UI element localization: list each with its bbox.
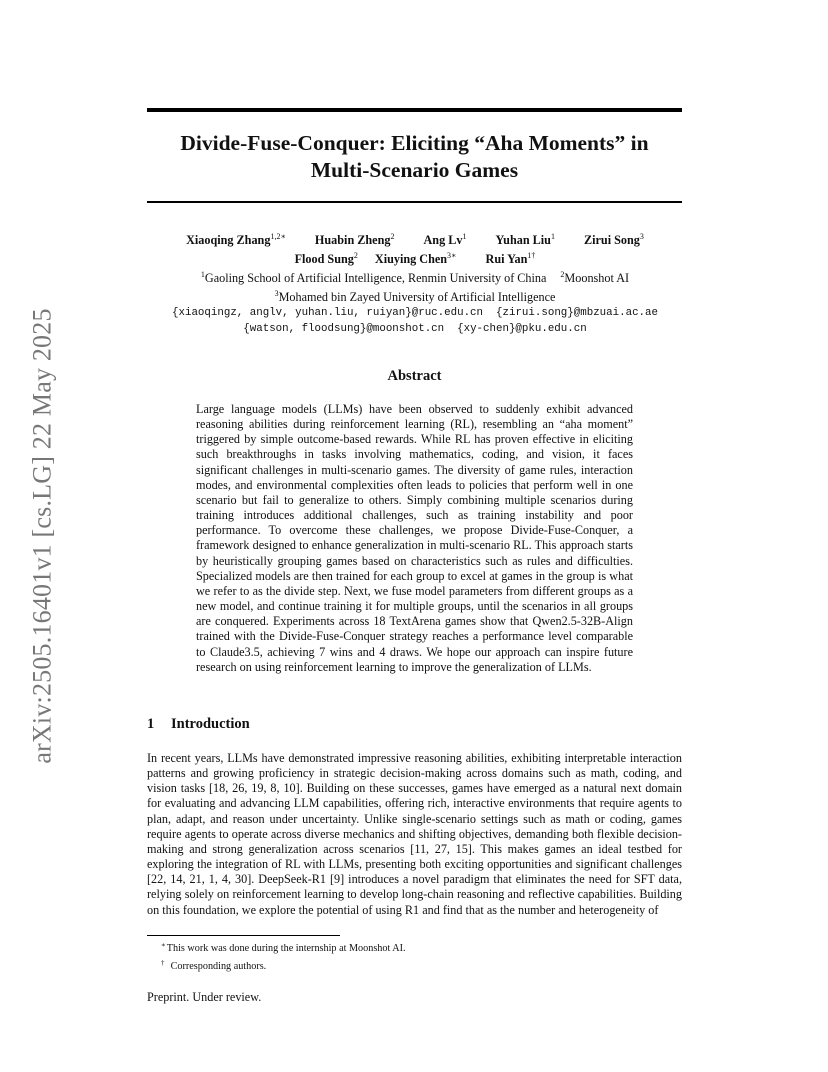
title-rule-top <box>147 108 682 112</box>
email: {xiaoqingz, anglv, yuhan.liu, ruiyan}@ruc.edu.cn <box>172 307 484 319</box>
footnote-text: Corresponding authors. <box>170 961 267 972</box>
author-marks: 1† <box>527 251 536 260</box>
author: Rui Yan <box>485 252 528 266</box>
author-block <box>120 229 710 337</box>
author: Flood Sung <box>294 252 354 266</box>
footnote-mark: ∗ <box>161 941 166 949</box>
arxiv-id: arXiv:2505.16401v1 [cs.LG] 22 May 2025 <box>28 308 58 764</box>
author-row-1 <box>120 229 710 248</box>
affiliation-mark: 3 <box>274 289 279 298</box>
email: {xy-chen}@pku.edu.cn <box>457 323 587 335</box>
preprint-footer: Preprint. Under review. <box>147 990 262 1004</box>
email: {watson, floodsung}@moonshot.cn <box>243 323 445 335</box>
author-marks: 2 <box>353 251 358 260</box>
paper-title <box>147 130 682 184</box>
email: {zirui.song}@mbzuai.ac.ae <box>496 307 658 319</box>
affiliation-row-1 <box>120 267 710 286</box>
title-line-2: Multi-Scenario Games <box>310 158 519 182</box>
author: Yuhan Liu <box>495 233 551 247</box>
affiliation-mark: 2 <box>560 270 565 279</box>
footnote-text: This work was done during the internship at Moonshot AI. <box>166 943 406 954</box>
footnote-mark: † <box>161 959 165 967</box>
author: Huabin Zheng <box>314 233 391 247</box>
author-marks: 1,2∗ <box>270 232 286 241</box>
affiliation: Mohamed bin Zayed University of Artificial Intelligence <box>278 290 556 304</box>
author-marks: 1 <box>462 232 467 241</box>
section-number: 1 <box>147 716 155 732</box>
arxiv-stamp <box>23 297 63 775</box>
section-heading <box>147 716 250 733</box>
title-rule-bottom <box>147 201 682 203</box>
author-marks: 1 <box>550 232 555 241</box>
author-row-2 <box>120 248 710 267</box>
affiliation: Gaoling School of Artificial Intelligence, Renmin University of China <box>204 271 547 285</box>
abstract-heading: Abstract <box>387 368 442 384</box>
section-title: Introduction <box>171 716 250 732</box>
email-row-2 <box>120 321 710 337</box>
affiliation: Moonshot AI <box>564 271 630 285</box>
author-marks: 3 <box>639 232 644 241</box>
title-line-1: Divide-Fuse-Conquer: Eliciting “Aha Moments” in <box>180 131 649 155</box>
affiliation-row-2 <box>120 286 710 305</box>
author: Xiaoqing Zhang <box>186 233 271 247</box>
footnote <box>147 956 682 974</box>
introduction-text: In recent years, LLMs have demonstrated impressive reasoning abilities, exhibiting interpretable interaction patterns and growing proficiency in strategic decision-making across domains such as math, coding, and vision tasks [18, 26, 19, 8, 10]. Building on these successes, games have emerged as a natural next domain for evaluating and advancing LLM capabilities, offering rich, interactive environments that require agents to plan, adapt, and reason under uncertainty. Unlike single-scenario settings such as math or coding, games require agents to operate across diverse mechanics and shifting objectives, demanding both flexible decision-making and strong generalization across scenarios [11, 27, 15]. This makes games an ideal testbed for exploring the integration of RL with LLMs, presenting both exciting opportunities and significant challenges [22, 14, 21, 1, 4, 30]. DeepSeek-R1 [9] introduces a novel paradigm that eliminates the need for SFT data, relying solely on reinforcement learning to develop long-chain reasoning and reflective capabilities. Building on this foundation, we explore the potential of using R1 and find that as the number and heterogeneity of <box>147 751 682 917</box>
affiliation-mark: 1 <box>200 270 205 279</box>
footnote <box>147 938 682 956</box>
author: Zirui Song <box>584 233 640 247</box>
footnote-rule <box>147 935 340 936</box>
abstract-text: Large language models (LLMs) have been observed to suddenly exhibit advanced reasoning abilities during reinforcement learning (RL), resembling an “aha moment” triggered by simple outcome-based rewards. While RL has proven effective in eliciting such breakthroughs in tasks involving mathematics, coding, and vision, it faces significant challenges in multi-scenario games. The diversity of game rules, interaction modes, and environmental complexities often leads to policies that perform well in one scenario but fail to generalize to others. Simply combining multiple scenarios during training introduces additional challenges, such as training instability and poor performance. To overcome these challenges, we propose Divide-Fuse-Conquer, a framework designed to enhance generalization in multi-scenario RL. This approach starts by heuristically grouping games based on characteristics such as rules and difficulties. Specialized models are then trained for each group to excel at games in the group is what we refer to as the divide step. Next, we fuse model parameters from different groups as a new model, and continue training it for multiple groups, until the scenarios in all groups are conquered. Experiments across 18 TextArena games show that Qwen2.5-32B-Align trained with the Divide-Fuse-Conquer strategy reaches a performance level comparable to Claude3.5, achieving 7 wins and 4 draws. We hope our approach can inspire future research on using reinforcement learning to improve the generalization of LLMs. <box>196 402 633 674</box>
author: Xiuying Chen <box>374 252 448 266</box>
author: Ang Lv <box>423 233 463 247</box>
email-row-1 <box>120 305 710 321</box>
author-marks: 2 <box>390 232 395 241</box>
author-marks: 3∗ <box>447 251 457 260</box>
footnotes <box>147 938 682 974</box>
